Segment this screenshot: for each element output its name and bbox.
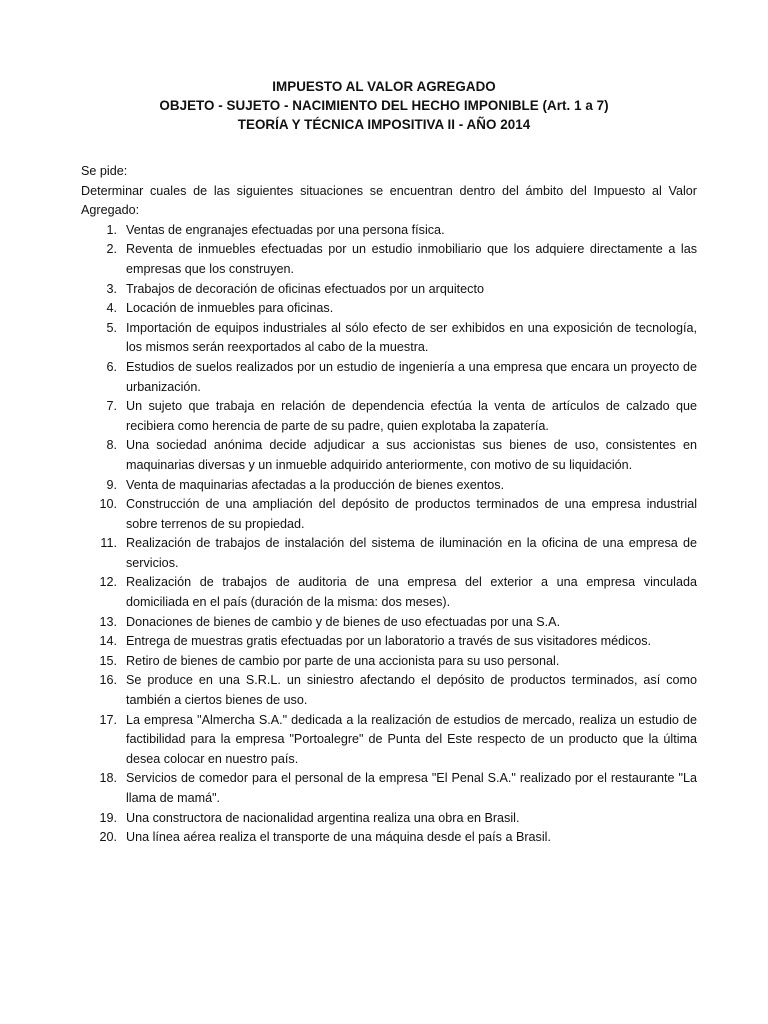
list-item-number: 17. xyxy=(99,712,117,727)
list-item-number: 19. xyxy=(99,810,117,825)
list-item xyxy=(81,573,697,612)
list-item xyxy=(81,476,697,496)
list-item xyxy=(81,358,697,397)
list-item-number: 15. xyxy=(99,653,117,668)
list-item-text: Una sociedad anónima decide adjudicar a sus accionistas sus bienes de uso, consistentes en maquinarias diversas y un inmueble adquirido anteriormente, con motivo de su liquidación. xyxy=(126,438,697,472)
document-header xyxy=(0,77,768,134)
document-course-year: TEORÍA Y TÉCNICA IMPOSITIVA II - AÑO 2014 xyxy=(237,117,531,132)
list-item-number: 1. xyxy=(106,222,117,237)
list-item-text: Donaciones de bienes de cambio y de bienes de uso efectuadas por una S.A. xyxy=(126,614,561,629)
list-item-text: Un sujeto que trabaja en relación de dependencia efectúa la venta de artículos de calzado que recibiera como herencia de parte de su padre, quien explotaba la zapatería. xyxy=(126,399,697,433)
list-item-number: 16. xyxy=(99,673,117,688)
list-item-text: Una constructora de nacionalidad argentina realiza una obra en Brasil. xyxy=(126,810,520,825)
list-item xyxy=(81,769,697,808)
list-item-text: Se produce en una S.R.L. un siniestro afectando el depósito de productos terminados, así como también a ciertos bienes de uso. xyxy=(126,673,697,708)
situations-list xyxy=(81,221,697,848)
list-item-number: 5. xyxy=(106,320,117,335)
list-item xyxy=(81,319,697,358)
list-item xyxy=(81,671,697,710)
list-item xyxy=(81,534,697,573)
list-item xyxy=(81,632,697,652)
list-item xyxy=(81,397,697,436)
list-item xyxy=(81,436,697,475)
intro-text: Determinar cuales de las siguientes situaciones se encuentran dentro del ámbito del Impuesto al Valor Agregado: xyxy=(81,183,697,218)
list-item-number: 9. xyxy=(106,477,117,492)
list-item-number: 20. xyxy=(99,830,117,845)
list-item-number: 8. xyxy=(106,438,117,453)
list-item-text: Realización de trabajos de auditoria de una empresa del exterior a una empresa vinculada domiciliada en el país (duración de la misma: dos meses). xyxy=(126,575,697,610)
list-item-text: Retiro de bienes de cambio por parte de una accionista para su uso personal. xyxy=(126,653,560,668)
list-item xyxy=(81,221,697,241)
list-item-number: 11. xyxy=(100,536,117,551)
list-item-text: Venta de maquinarias afectadas a la producción de bienes exentos. xyxy=(126,477,505,492)
list-item-number: 12. xyxy=(99,575,117,590)
list-item-number: 7. xyxy=(106,399,117,414)
document-title: IMPUESTO AL VALOR AGREGADO xyxy=(272,79,496,94)
list-item-text: Servicios de comedor para el personal de la empresa "El Penal S.A." realizado por el restaurante "La llama de mamá". xyxy=(126,771,697,805)
list-item-text: Locación de inmuebles para oficinas. xyxy=(126,301,334,316)
list-item-text: Una línea aérea realiza el transporte de una máquina desde el país a Brasil. xyxy=(126,830,551,845)
list-item-number: 10. xyxy=(99,497,117,512)
list-item xyxy=(81,240,697,279)
list-item xyxy=(81,495,697,534)
list-item xyxy=(81,299,697,319)
list-item-number: 3. xyxy=(106,281,117,296)
list-item-text: Ventas de engranajes efectuadas por una persona física. xyxy=(126,222,445,237)
list-item xyxy=(81,613,697,633)
list-item-number: 6. xyxy=(106,359,117,374)
list-item-text: Importación de equipos industriales al sólo efecto de ser exhibidos en una exposición de tecnología, los mismos serán reexportados al cabo de la muestra. xyxy=(126,320,697,355)
list-item xyxy=(81,809,697,829)
list-item xyxy=(81,828,697,848)
list-item xyxy=(81,280,697,300)
intro-label: Se pide: xyxy=(81,164,128,178)
list-item-text: Reventa de inmuebles efectuadas por un estudio inmobiliario que los adquiere directamente a las empresas que los construyen. xyxy=(126,242,697,276)
list-item xyxy=(81,711,697,770)
list-item xyxy=(81,652,697,672)
list-item-text: Estudios de suelos realizados por un estudio de ingeniería a una empresa que encara un proyecto de urbanización. xyxy=(126,359,697,394)
list-item-number: 14. xyxy=(99,634,117,649)
list-item-text: Trabajos de decoración de oficinas efectuados por un arquitecto xyxy=(126,281,484,296)
list-item-text: La empresa "Almercha S.A." dedicada a la realización de estudios de mercado, realiza un estudio de factibilidad para la empresa "Portoalegre" de Punta del Este respecto de un producto que la última desea colocar en nuestro país. xyxy=(126,712,697,766)
list-item-number: 2. xyxy=(106,242,117,257)
document-body xyxy=(81,162,697,848)
list-item-number: 13. xyxy=(99,614,117,629)
list-item-text: Realización de trabajos de instalación del sistema de iluminación en la oficina de una empresa de servicios. xyxy=(126,536,697,570)
list-item-number: 4. xyxy=(106,301,117,316)
list-item-text: Construcción de una ampliación del depósito de productos terminados de una empresa industrial sobre terrenos de su propiedad. xyxy=(126,497,697,531)
document-subtitle: OBJETO - SUJETO - NACIMIENTO DEL HECHO IMPONIBLE (Art. 1 a 7) xyxy=(159,98,609,113)
list-item-number: 18. xyxy=(99,771,117,786)
list-item-text: Entrega de muestras gratis efectuadas por un laboratorio a través de sus visitadores médicos. xyxy=(126,634,652,649)
